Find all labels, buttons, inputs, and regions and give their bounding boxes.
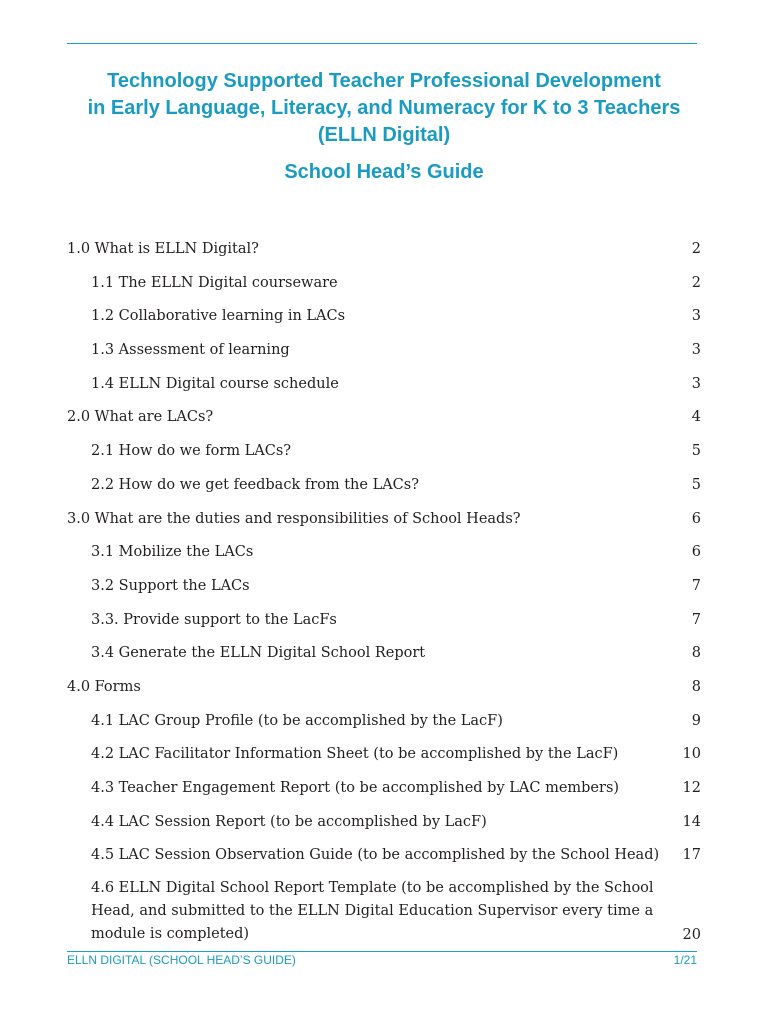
toc-entry-label: 3.1 Mobilize the LACs [91,544,254,561]
toc-entry[interactable] [67,473,701,507]
toc-entry-label: 4.5 LAC Session Observation Guide (to be accomplished by the School Head) [91,847,660,864]
toc-entry-page: 3 [691,342,701,359]
toc-entry[interactable] [67,540,701,574]
toc-entry-page: 6 [691,510,701,527]
toc-entry[interactable] [67,608,701,642]
toc-entry-label: 4.4 LAC Session Report (to be accomplished by LacF) [91,813,487,830]
toc-entry[interactable] [67,405,701,439]
toc-entry[interactable] [67,439,701,473]
title-line-3: (ELLN Digital) [317,124,451,146]
toc-entry-page: 5 [691,443,701,460]
toc-entry-label: 1.1 The ELLN Digital courseware [91,274,338,291]
toc-entry[interactable] [67,574,701,608]
toc-entry-label: 4.0 Forms [67,678,141,695]
toc-entry[interactable] [67,675,701,709]
toc-entry-label: 4.1 LAC Group Profile (to be accomplished by the LacF) [91,712,503,729]
toc-entry-label: 1.4 ELLN Digital course schedule [91,375,339,392]
footer-page-number: 1/21 [673,953,697,967]
title-line-2: in Early Language, Literacy, and Numeracy for K to 3 Teachers [87,97,681,119]
toc-entry[interactable] [67,641,701,675]
toc-entry-page: 12 [682,780,701,796]
toc-entry[interactable] [67,271,701,305]
toc-entry-page: 4 [691,409,701,426]
toc-entry-label: 1.0 What is ELLN Digital? [67,241,259,257]
toc-entry-label: 3.3. Provide support to the LacFs [91,611,337,628]
toc-entry[interactable] [67,338,701,372]
toc-entry-page: 9 [691,712,701,729]
toc-entry-page: 6 [691,544,701,561]
toc-entry-page: 5 [691,476,701,493]
toc-entry[interactable] [67,372,701,406]
toc-entry-page: 3 [691,308,701,325]
toc-entry-label: 2.1 How do we form LACs? [91,443,292,460]
toc-entry-label: 4.2 LAC Facilitator Information Sheet (to be accomplished by the LacF) [91,746,619,763]
toc-entry-page: 10 [682,746,701,763]
toc-entry-page: 7 [691,577,701,594]
footer-document-name: ELLN DIGITAL (SCHOOL HEAD’S GUIDE) [67,953,296,967]
toc-entry-page: 3 [691,375,701,392]
toc-entry-label: 3.4 Generate the ELLN Digital School Report [91,645,426,662]
toc-entry-label: 2.0 What are LACs? [67,409,214,426]
toc-entry[interactable] [67,877,701,955]
toc-entry-page: 20 [682,927,701,944]
toc-entry-page: 14 [682,813,701,830]
toc-entry[interactable] [67,709,701,743]
toc-entry-label: 1.3 Assessment of learning [91,342,290,359]
toc-entry-page: 8 [691,678,701,695]
header-rule [67,43,697,44]
toc-entry[interactable] [67,843,701,877]
document-subtitle: School Head’s Guide [284,161,484,183]
toc-entry[interactable] [67,810,701,844]
toc-entry-page: 7 [691,611,701,628]
toc-entry-page: 2 [691,274,701,291]
table-of-contents [67,237,701,955]
toc-entry[interactable] [67,304,701,338]
toc-entry-label: 4.6 ELLN Digital School Report Template (to be accomplished by the School Head, and submitted to the ELLN Digital Education Supervisor every time a module is completed) [91,880,654,943]
toc-entry[interactable] [67,237,701,271]
toc-entry-page: 2 [691,241,701,257]
title-line-1: Technology Supported Teacher Professional Development [107,70,661,92]
toc-entry[interactable] [67,742,701,776]
toc-entry-page: 8 [691,645,701,662]
toc-entry[interactable] [67,776,701,810]
toc-entry-label: 2.2 How do we get feedback from the LACs? [91,476,419,493]
toc-entry-label: 4.3 Teacher Engagement Report (to be accomplished by LAC members) [91,780,620,796]
toc-entry-label: 3.0 What are the duties and responsibilities of School Heads? [67,510,521,527]
toc-entry-label: 1.2 Collaborative learning in LACs [91,308,346,325]
toc-entry[interactable] [67,507,701,541]
toc-entry-label: 3.2 Support the LACs [91,577,250,594]
toc-entry-page: 17 [682,847,701,864]
document-title [40,68,728,149]
